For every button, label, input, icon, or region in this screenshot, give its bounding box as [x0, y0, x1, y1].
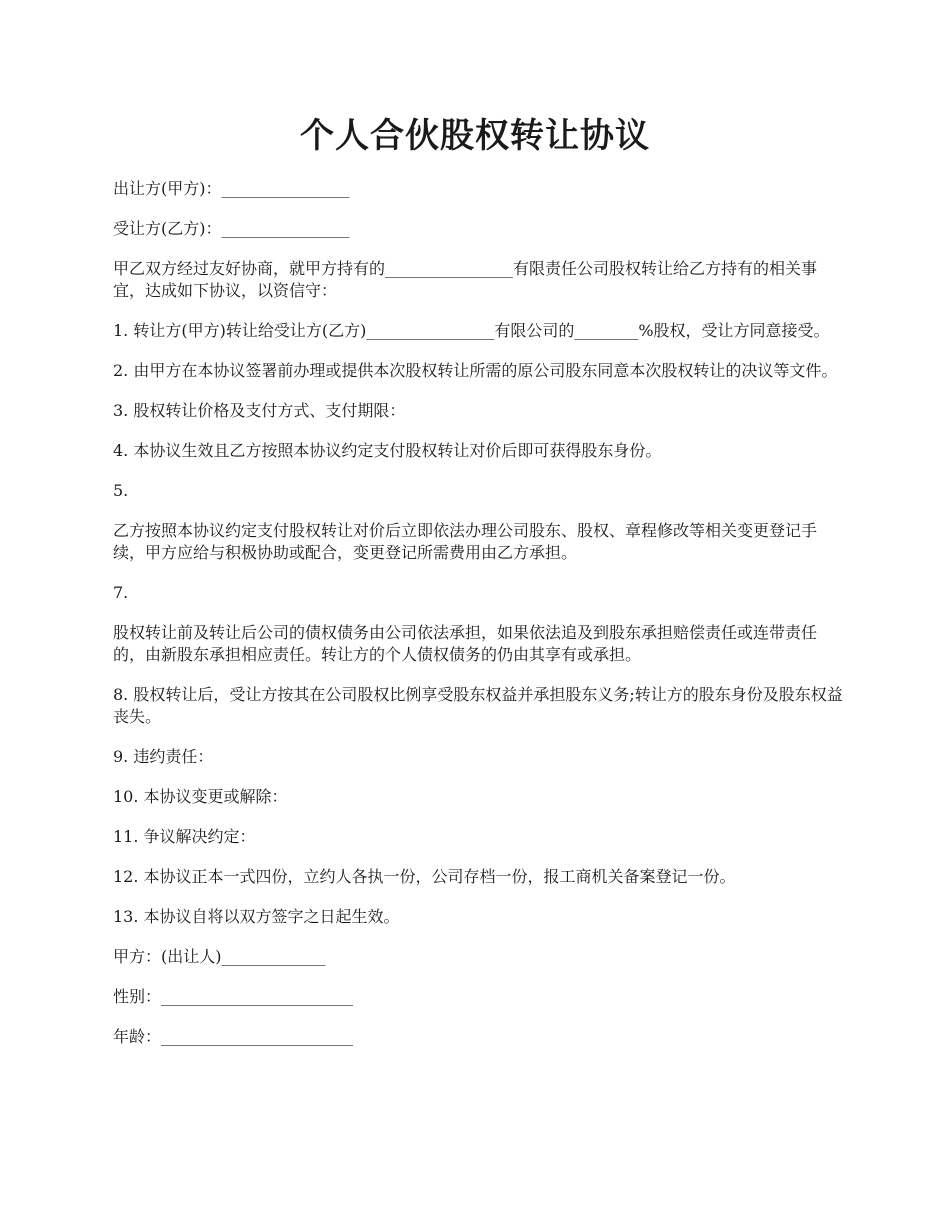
preamble-paragraph: 甲乙双方经过友好协商，就甲方持有的________________有限责任公司股权转让给乙方持有的相关事宜，达成如下协议，以资信守： [113, 259, 818, 300]
age-line: 年龄：________________________ [113, 1027, 354, 1046]
clause-12: 12. 本协议正本一式四份，立约人各执一份，公司存档一份，报工商机关备案登记一份。 [113, 867, 736, 886]
clause-7-number: 7. [113, 583, 129, 602]
clause-10: 10. 本协议变更或解除： [113, 787, 288, 806]
clause-2: 2. 由甲方在本协议签署前办理或提供本次股权转让所需的原公司股东同意本次股权转让的决议等文件。 [113, 361, 838, 380]
clause-3: 3. 股权转让价格及支付方式、支付期限： [113, 401, 406, 420]
clause-4: 4. 本协议生效且乙方按照本协议约定支付股权转让对价后即可获得股东身份。 [113, 441, 662, 460]
clause-1: 1. 转让方(甲方)转让给受让方(乙方)________________有限公司的________%股权，受让方同意接受。 [113, 321, 830, 340]
clause-13: 13. 本协议自将以双方签字之日起生效。 [113, 907, 400, 926]
clause-9: 9. 违约责任： [113, 747, 214, 766]
clause-7-text: 股权转让前及转让后公司的债权债务由公司依法承担，如果依法追及到股东承担赔偿责任或连带责任的，由新股东承担相应责任。转让方的个人债权债务的仍由其享有或承担。 [113, 623, 818, 664]
buyer-line: 受让方(乙方)：________________ [113, 219, 350, 238]
document-body [113, 178, 843, 1066]
clause-8: 8. 股权转让后，受让方按其在公司股权比例享受股东权益并承担股东义务;转让方的股东身份及股东权益丧失。 [113, 685, 843, 726]
clause-11: 11. 争议解决约定： [113, 827, 256, 846]
document-title: 个人合伙股权转让协议 [300, 116, 650, 156]
seller-line: 出让方(甲方)：________________ [113, 179, 350, 198]
gender-line: 性别：________________________ [113, 987, 354, 1006]
clause-5-text: 乙方按照本协议约定支付股权转让对价后立即依法办理公司股东、股权、章程修改等相关变更登记手续，甲方应给与积极协助或配合，变更登记所需费用由乙方承担。 [113, 521, 818, 562]
clause-5-number: 5. [113, 481, 129, 500]
party-a-signature-line: 甲方：(出让人)_____________ [113, 947, 326, 966]
